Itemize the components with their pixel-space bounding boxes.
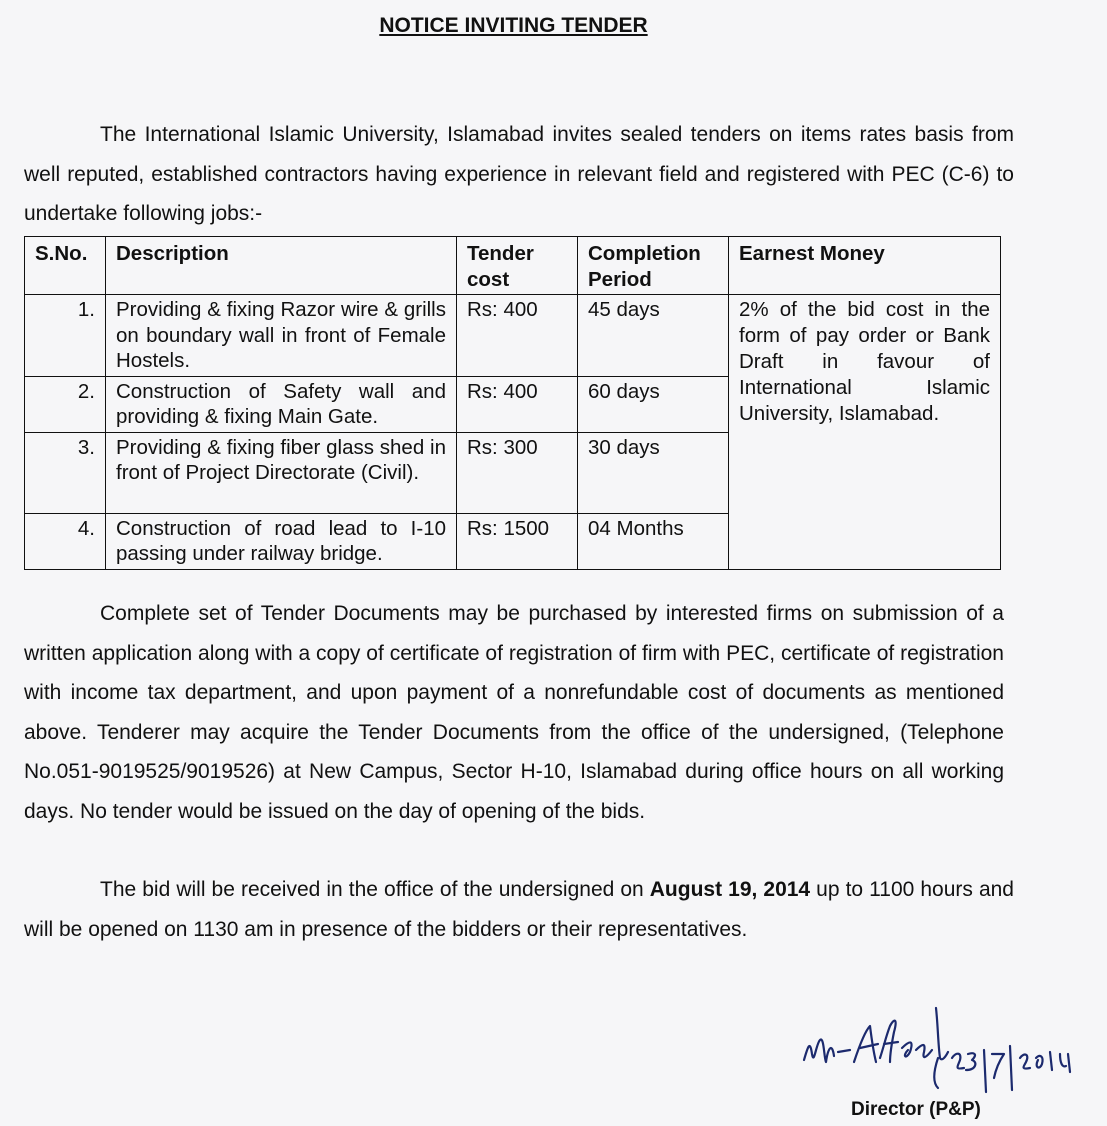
row-period: 45 days <box>578 295 729 377</box>
row-cost: Rs: 400 <box>457 376 578 432</box>
row-period: 30 days <box>578 432 729 513</box>
row-description: Providing & fixing fiber glass shed in front of Project Directorate (Civil). <box>106 432 457 513</box>
notice-title: NOTICE INVITING TENDER <box>379 14 648 37</box>
earnest-money: 2% of the bid cost in the form of pay order or Bank Draft in favour of International Islamic University, Islamabad. <box>729 295 1001 570</box>
row-cost: Rs: 400 <box>457 295 578 377</box>
row-sno: 4. <box>25 513 106 569</box>
header-sno: S.No. <box>25 237 106 295</box>
tender-table <box>24 236 1001 570</box>
row-sno: 2. <box>25 376 106 432</box>
table-header-row <box>25 237 1001 295</box>
row-period: 04 Months <box>578 513 729 569</box>
bid-date: August 19, 2014 <box>649 878 811 901</box>
handwritten-signature <box>798 996 1107 1106</box>
table-row <box>25 295 1001 377</box>
row-cost: Rs: 300 <box>457 432 578 513</box>
documents-paragraph <box>24 594 1004 831</box>
row-description: Construction of road lead to I-10 passing under railway bridge. <box>106 513 457 569</box>
header-description: Description <box>106 237 457 295</box>
intro-paragraph <box>24 115 1014 234</box>
signatory-title: Director (P&P) <box>851 1099 981 1120</box>
bid-text-before: The bid will be received in the office of the undersigned on <box>100 878 650 901</box>
row-sno: 1. <box>25 295 106 377</box>
intro-text: The International Islamic University, Islamabad invites sealed tenders on items rates basis from well reputed, established contractors having experience in relevant field and registered with PEC (C-6) to undertake following jobs:- <box>24 123 1014 225</box>
row-description: Construction of Safety wall and providing & fixing Main Gate. <box>106 376 457 432</box>
row-period: 60 days <box>578 376 729 432</box>
header-period: Completion Period <box>578 237 729 295</box>
row-cost: Rs: 1500 <box>457 513 578 569</box>
header-earnest: Earnest Money <box>729 237 1001 295</box>
bid-text-after: up to 1100 hours and will be opened on 1130 am in presence of the bidders or their representatives. <box>24 878 1014 941</box>
row-sno: 3. <box>25 432 106 513</box>
bid-paragraph <box>24 870 1014 949</box>
documents-text: Complete set of Tender Documents may be purchased by interested firms on submission of a written application along with a copy of certificate of registration of firm with PEC, certificate of registration with income tax department, and upon payment of a nonrefundable cost of documents as mentioned above. Tenderer may acquire the Tender Documents from the office of the undersigned, (Telephone No.051-9019525/9019526) at New Campus, Sector H-10, Islamabad during office hours on all working days. No tender would be issued on the day of opening of the bids. <box>24 602 1004 823</box>
row-description: Providing & fixing Razor wire & grills on boundary wall in front of Female Hostels. <box>106 295 457 377</box>
header-cost: Tender cost <box>457 237 578 295</box>
